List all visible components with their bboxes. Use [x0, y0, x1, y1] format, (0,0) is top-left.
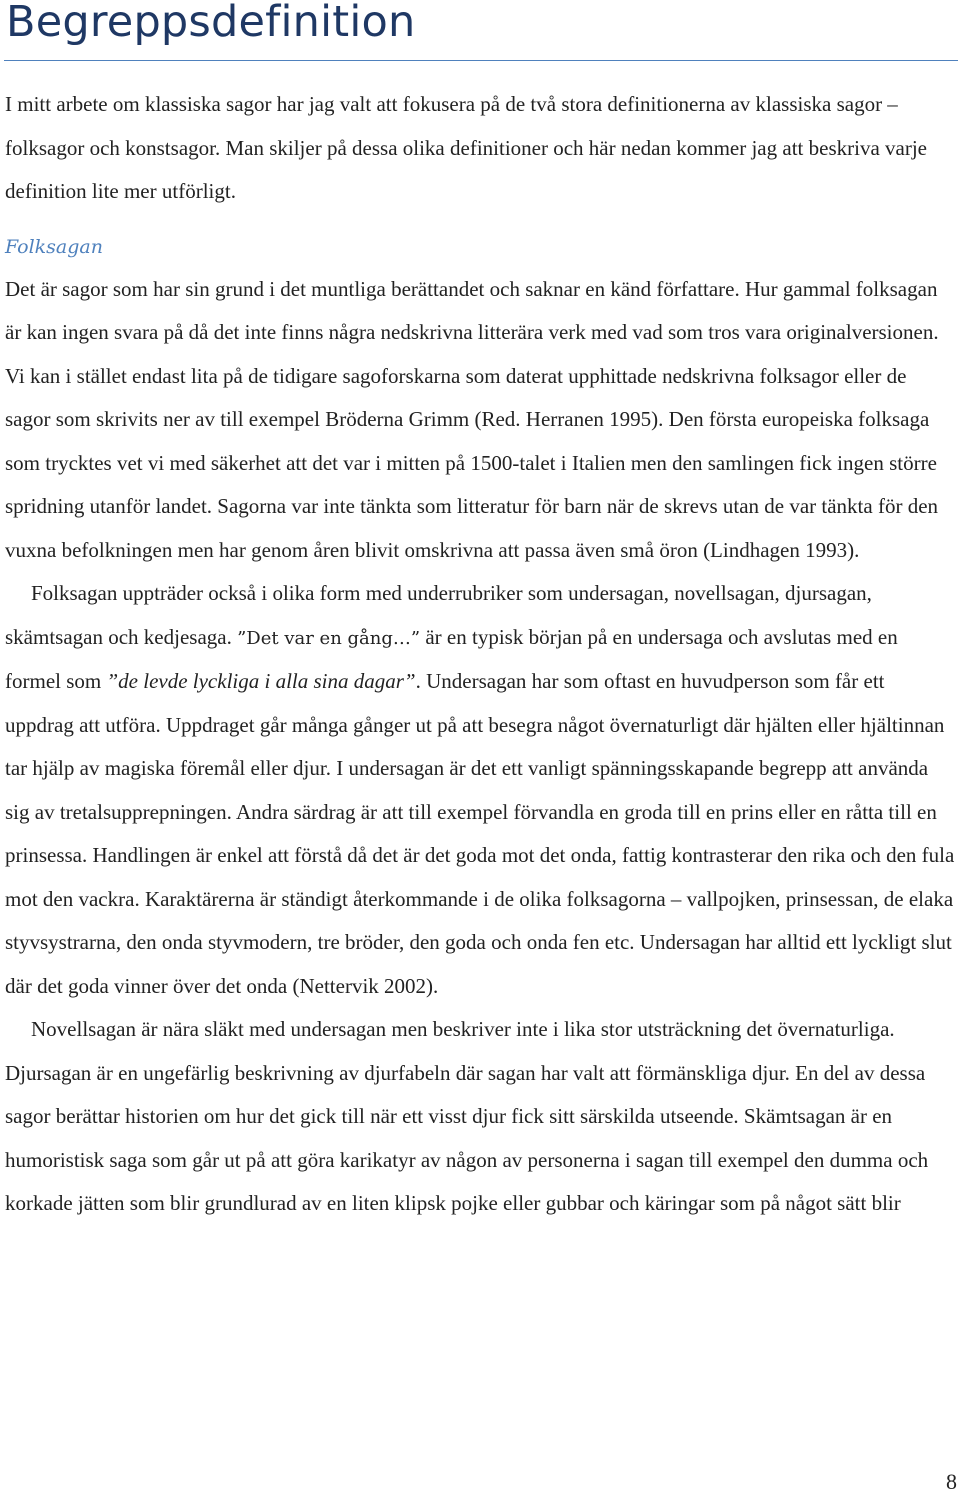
folksagan-paragraph-1: Det är sagor som har sin grund i det muntliga berättandet och saknar en känd författare. Hur gammal folksagan är kan ingen svara på då det inte finns några nedskrivna litterära verk med vad som tros vara originalversionen. Vi kan i stället endast lita på de tidigare sagoforskarna som daterat upphittade nedskrivna folksagor eller de sagor som skrivits ner av till exempel Bröderna Grimm (Red. Herranen 1995). Den första europeiska folksaga som trycktes vet vi med säkerhet att det var i mitten på 1500-talet i Italien men den samlingen fick ingen större spridning utanför landet. Sagorna var inte tänkta som litteratur för barn när de skrevs utan de var tänkta för den vuxna befolkningen men har genom åren blivit omskrivna att passa även små öron (Lindhagen 1993).: [5, 276, 939, 562]
page-title: Begreppsdefinition: [6, 0, 416, 47]
page-number: 8: [946, 1469, 957, 1494]
section-subheading: Folksagan: [5, 235, 103, 258]
document-body: [5, 83, 957, 1226]
intro-paragraph: I mitt arbete om klassiska sagor har jag valt att fokusera på de två stora definitionerna av klassiska sagor – folksagor och konstsagor. Man skiljer på dessa olika definitioner och här nedan kommer jag att beskriva varje definition lite mer utförligt.: [5, 92, 927, 203]
title-divider: [4, 60, 958, 61]
paragraph-2-text-b: är en typisk början på en undersaga och avslutas med en formel som: [5, 624, 898, 693]
closing-formula-quote: ”de levde lyckliga i alla sina dagar”: [106, 669, 416, 693]
paragraph-2-text-c: . Undersagan har som oftast en huvudperson som får ett uppdrag att utföra. Uppdraget går många gånger ut på att besegra något övernaturligt där hjälten eller hjältinnan tar hjälp av magiska föremål eller djur. I undersagan är det ett vanligt spänningsskapande begrepp att använda sig av tretalsupprepningen. Andra särdrag är att till exempel förvandla en groda till en prins eller en råtta till en prinsessa. Handlingen är enkel att förstå då det är det goda mot det onda, fattig kontrasterar den rika och den fula mot den vackra. Karaktärerna är ständigt återkommande i de olika folksagorna – vallpojken, prinsessan, de elaka styvsystrarna, den onda styvmodern, tre bröder, den goda och onda fen etc. Undersagan har alltid ett lyckligt slut där det goda vinner över det onda (Nettervik 2002).: [5, 669, 955, 998]
paragraph-2-text-a: Folksagan uppträder också i olika form med underrubriker som undersagan, novellsagan, djursagan, skämtsagan och kedjesaga.: [5, 581, 872, 649]
opening-formula-quote: ”Det var en gång…”: [237, 627, 421, 649]
folksagan-paragraph-2: [5, 572, 957, 1008]
folksagan-paragraph-3: Novellsagan är nära släkt med undersagan men beskriver inte i lika stor utsträckning det övernaturliga. Djursagan är en ungefärlig beskrivning av djurfabeln där sagan har valt att förmänskliga djur. En del av dessa sagor berättar historien om hur det gick till när ett visst djur fick sitt särskilda utseende. Skämtsagan är en humoristisk saga som går ut på att göra karikatyr av någon av personerna i sagan till exempel den dumma och korkade jätten som blir grundlurad av en liten klipsk pojke eller gubbar och käringar som på något sätt blir: [5, 1017, 929, 1215]
